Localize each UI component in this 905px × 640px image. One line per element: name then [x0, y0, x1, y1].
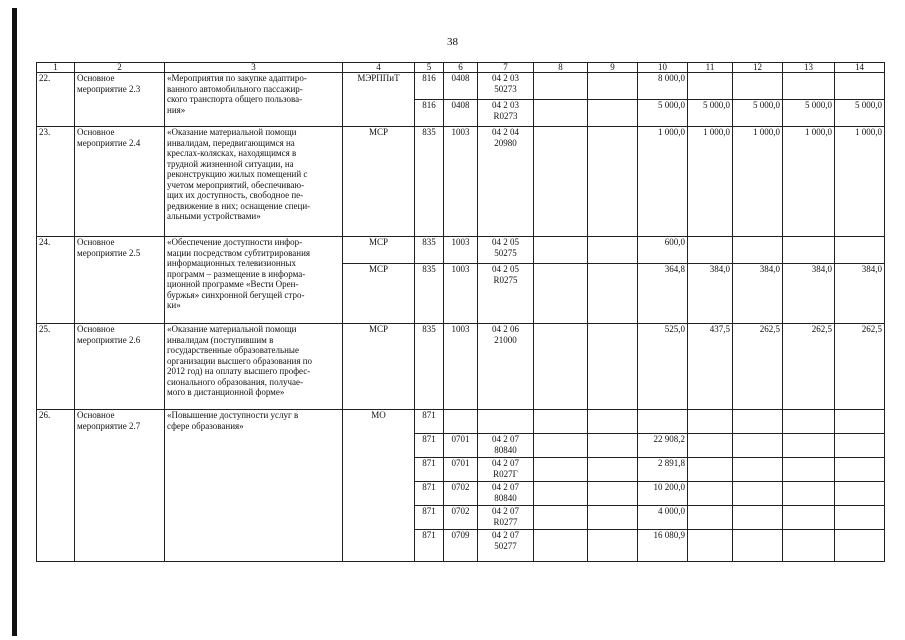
value-cell [534, 506, 588, 530]
header-cell: 1 [37, 63, 75, 73]
event-description-line: «Обеспечение доступности инфор- [167, 237, 303, 247]
value-cell [835, 73, 885, 100]
gov-code: 835 [415, 264, 444, 324]
event-name: Основное мероприятие 2.4 [75, 127, 165, 237]
event-description-line: креслах-колясках, находящимся в [167, 148, 297, 158]
value-cell [733, 73, 783, 100]
section-code: 0701 [444, 434, 478, 458]
value-cell [588, 434, 638, 458]
event-description-line: сионального образования, получае- [167, 376, 304, 387]
event-name: Основное мероприятие 2.7 [75, 410, 165, 562]
value-cell [783, 434, 835, 458]
target-code-line: 80840 [494, 492, 517, 503]
target-code-line: 04 2 07 [492, 482, 519, 492]
event-description [165, 410, 343, 562]
value-cell [534, 264, 588, 324]
target-code [478, 482, 534, 506]
event-description-line: ского транспорта общего пользова- [167, 94, 303, 104]
value-cell: 384,0 [688, 264, 733, 324]
event-description-line: альными устройствами» [167, 211, 261, 221]
value-cell: 525,0 [638, 324, 688, 410]
target-code [478, 127, 534, 237]
event-description-line: редвижение в них; оснащение специ- [167, 200, 311, 211]
gov-code: 835 [415, 324, 444, 410]
value-cell: 600,0 [638, 237, 688, 264]
table-row [37, 410, 885, 434]
target-code-line: 20980 [494, 137, 517, 148]
target-code-line: 04 2 07 [492, 434, 519, 444]
gov-code: 871 [415, 482, 444, 506]
event-description-line: инвалидам, передвигающимся на [167, 137, 295, 148]
gov-code: 871 [415, 530, 444, 562]
event-description [165, 237, 343, 324]
target-code-line: R027Г [493, 468, 518, 479]
value-cell: 262,5 [835, 324, 885, 410]
value-cell [534, 410, 588, 434]
value-cell [588, 100, 638, 127]
event-description-line: 2012 год) на оплату высшего профес- [167, 366, 311, 376]
header-cell: 10 [638, 63, 688, 73]
header-cell: 6 [444, 63, 478, 73]
value-cell: 5 000,0 [783, 100, 835, 127]
executor: МСР [343, 264, 415, 324]
target-code [478, 264, 534, 324]
value-cell: 5 000,0 [688, 100, 733, 127]
value-cell: 22 908,2 [638, 434, 688, 458]
header-cell: 4 [343, 63, 415, 73]
page-number: 38 [447, 36, 458, 48]
value-cell [688, 530, 733, 562]
value-cell [783, 410, 835, 434]
value-cell: 5 000,0 [733, 100, 783, 127]
event-description-line: ки» [167, 300, 181, 310]
target-code [478, 100, 534, 127]
event-name: Основное мероприятие 2.3 [75, 73, 165, 127]
value-cell: 1 000,0 [733, 127, 783, 237]
event-name: Основное мероприятие 2.5 [75, 237, 165, 324]
event-description-line: программ – размещение в информа- [167, 268, 306, 279]
target-code [478, 324, 534, 410]
target-code-line: R0273 [493, 110, 518, 121]
value-cell [783, 482, 835, 506]
event-name: Основное мероприятие 2.6 [75, 324, 165, 410]
header-cell: 11 [688, 63, 733, 73]
value-cell: 384,0 [783, 264, 835, 324]
section-code: 1003 [444, 237, 478, 264]
value-cell: 5 000,0 [835, 100, 885, 127]
event-description-line: «Оказание материальной помощи [167, 127, 297, 137]
target-code-line: 50273 [494, 83, 517, 94]
target-code-line: 04 2 07 [492, 530, 519, 540]
target-code [478, 434, 534, 458]
value-cell: 262,5 [733, 324, 783, 410]
value-cell [688, 458, 733, 482]
target-code-line: 04 2 04 [492, 127, 519, 137]
value-cell: 364,8 [638, 264, 688, 324]
target-code-line: R0275 [493, 274, 518, 285]
header-cell: 7 [478, 63, 534, 73]
row-number: 23. [37, 127, 75, 237]
executor: МСР [343, 324, 415, 410]
value-cell [588, 530, 638, 562]
value-cell [588, 410, 638, 434]
value-cell [588, 324, 638, 410]
gov-code: 835 [415, 237, 444, 264]
value-cell [783, 73, 835, 100]
value-cell [534, 127, 588, 237]
target-code-line: 04 2 03 [492, 100, 519, 110]
event-description-line: мации посредством субтитрирования [167, 247, 311, 258]
value-cell [835, 410, 885, 434]
value-cell [588, 73, 638, 100]
event-description [165, 127, 343, 237]
header-cell: 14 [835, 63, 885, 73]
value-cell [688, 434, 733, 458]
value-cell: 1 000,0 [688, 127, 733, 237]
target-code-line: 21000 [494, 334, 517, 345]
value-cell [835, 482, 885, 506]
section-code [444, 410, 478, 434]
gov-code: 835 [415, 127, 444, 237]
gov-code: 871 [415, 458, 444, 482]
section-code: 0702 [444, 482, 478, 506]
value-cell [688, 506, 733, 530]
value-cell [783, 506, 835, 530]
event-description-line: реконструкцию жилых помещений с [167, 169, 308, 179]
target-code [478, 237, 534, 264]
value-cell [733, 458, 783, 482]
target-code-line: 04 2 07 [492, 506, 519, 516]
table-body [37, 73, 885, 562]
value-cell [835, 237, 885, 264]
value-cell [783, 530, 835, 562]
value-cell [835, 434, 885, 458]
header-cell: 13 [783, 63, 835, 73]
section-code: 0702 [444, 506, 478, 530]
section-code: 1003 [444, 264, 478, 324]
executor: МО [343, 410, 415, 562]
value-cell: 10 200,0 [638, 482, 688, 506]
value-cell [688, 237, 733, 264]
event-description-line: учетом мероприятий, обеспечиваю- [167, 179, 305, 190]
executor: МСР [343, 237, 415, 264]
section-code: 1003 [444, 127, 478, 237]
event-description-line: «Оказание материальной помощи [167, 324, 297, 334]
value-cell [733, 237, 783, 264]
target-code-line: 04 2 05 [492, 264, 519, 274]
value-cell [588, 482, 638, 506]
gov-code: 816 [415, 100, 444, 127]
header-cell: 8 [534, 63, 588, 73]
value-cell: 5 000,0 [638, 100, 688, 127]
value-cell [688, 73, 733, 100]
event-description-line: организации высшего образования по [167, 355, 313, 366]
event-description-line: щих их доступность, свободное пе- [167, 190, 304, 200]
header-cell: 12 [733, 63, 783, 73]
row-number: 26. [37, 410, 75, 562]
value-cell [534, 530, 588, 562]
target-code [478, 458, 534, 482]
event-description-line: мого в дистанционной форме» [167, 387, 285, 397]
value-cell [588, 237, 638, 264]
gov-code: 871 [415, 434, 444, 458]
target-code [478, 530, 534, 562]
target-code-line: R0277 [493, 516, 518, 527]
value-cell: 437,5 [688, 324, 733, 410]
section-code: 0709 [444, 530, 478, 562]
budget-table [36, 62, 885, 562]
table-row [37, 324, 885, 410]
value-cell [588, 506, 638, 530]
value-cell: 16 080,9 [638, 530, 688, 562]
value-cell [835, 530, 885, 562]
value-cell [733, 482, 783, 506]
value-cell [688, 482, 733, 506]
value-cell [534, 237, 588, 264]
target-code-line: 04 2 06 [492, 324, 519, 334]
table-row [37, 237, 885, 264]
event-description-line: информационных телевизионных [167, 258, 297, 268]
value-cell [534, 100, 588, 127]
header-cell: 9 [588, 63, 638, 73]
event-description [165, 73, 343, 127]
section-code: 0408 [444, 73, 478, 100]
value-cell [534, 482, 588, 506]
target-code-line: 50277 [494, 540, 517, 551]
value-cell [835, 458, 885, 482]
target-code-line: 04 2 03 [492, 73, 519, 83]
value-cell: 1 000,0 [638, 127, 688, 237]
event-description-line: сфере образования» [167, 420, 244, 431]
value-cell: 384,0 [835, 264, 885, 324]
section-code: 0408 [444, 100, 478, 127]
event-description-line: буржья» синхронной бегущей стро- [167, 289, 305, 300]
value-cell [835, 506, 885, 530]
header-cell: 3 [165, 63, 343, 73]
table-row [37, 127, 885, 237]
header-cell: 2 [75, 63, 165, 73]
value-cell: 2 891,8 [638, 458, 688, 482]
executor: МСР [343, 127, 415, 237]
value-cell: 4 000,0 [638, 506, 688, 530]
target-code [478, 73, 534, 100]
value-cell [733, 410, 783, 434]
binding-edge [12, 8, 17, 636]
value-cell [733, 530, 783, 562]
event-description-line: «Мероприятия по закупке адаптиро- [167, 73, 307, 83]
value-cell [588, 458, 638, 482]
gov-code: 816 [415, 73, 444, 100]
executor: МЭРППиТ [343, 73, 415, 127]
value-cell: 8 000,0 [638, 73, 688, 100]
value-cell [783, 458, 835, 482]
event-description-line: ния» [167, 104, 186, 115]
event-description-line: «Повышение доступности услуг в [167, 410, 299, 420]
column-number-row [37, 63, 885, 73]
value-cell [783, 237, 835, 264]
value-cell [588, 264, 638, 324]
gov-code: 871 [415, 506, 444, 530]
row-number: 24. [37, 237, 75, 324]
header-cell: 5 [415, 63, 444, 73]
event-description-line: ционной программе «Вести Орен- [167, 279, 299, 289]
value-cell: 1 000,0 [835, 127, 885, 237]
target-code [478, 506, 534, 530]
target-code-line: 04 2 07 [492, 458, 519, 468]
event-description-line: государственные образовательные [167, 345, 299, 355]
target-code-line: 50275 [494, 247, 517, 258]
value-cell [588, 127, 638, 237]
table-row [37, 73, 885, 100]
gov-code: 871 [415, 410, 444, 434]
event-description-line: ванного автомобильного пассажир- [167, 83, 303, 94]
event-description-line: инвалидам (поступившим в [167, 334, 274, 345]
value-cell [534, 434, 588, 458]
value-cell [534, 73, 588, 100]
value-cell [638, 410, 688, 434]
section-code: 0701 [444, 458, 478, 482]
event-description [165, 324, 343, 410]
target-code-line: 80840 [494, 444, 517, 455]
value-cell [733, 434, 783, 458]
value-cell: 1 000,0 [783, 127, 835, 237]
value-cell: 262,5 [783, 324, 835, 410]
value-cell [534, 458, 588, 482]
event-description-line: трудной жизненной ситуации, на [167, 158, 294, 169]
value-cell [534, 324, 588, 410]
row-number: 22. [37, 73, 75, 127]
target-code [478, 410, 534, 434]
value-cell [733, 506, 783, 530]
target-code-line: 04 2 05 [492, 237, 519, 247]
value-cell: 384,0 [733, 264, 783, 324]
value-cell [688, 410, 733, 434]
section-code: 1003 [444, 324, 478, 410]
row-number: 25. [37, 324, 75, 410]
